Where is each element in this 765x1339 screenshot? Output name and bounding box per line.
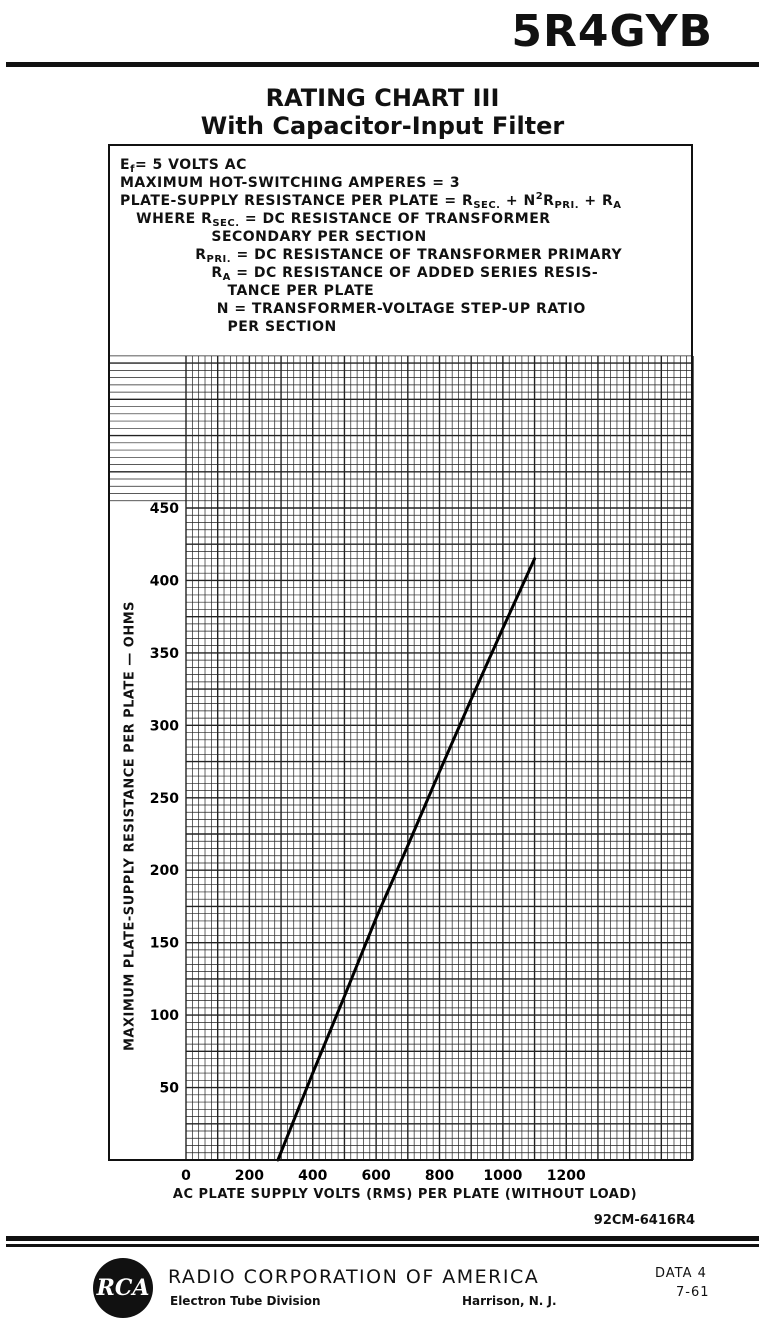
bottom-rule-bottom (6, 1244, 759, 1247)
y-tick-label: 300 (149, 718, 179, 735)
y-axis-label: MAXIMUM PLATE-SUPPLY RESISTANCE PER PLATE — OHMS (122, 600, 138, 1052)
location: Harrison, N. J. (462, 1294, 557, 1308)
drawing-number: 92CM-6416R4 (593, 1213, 695, 1228)
y-tick-label: 400 (149, 573, 179, 590)
y-tick-label: 150 (149, 935, 179, 952)
x-tick-label: 1000 (483, 1168, 523, 1184)
note-resistance-formula: PLATE-SUPPLY RESISTANCE PER PLATE = $R_{SEC.} + N^2R_{PRI.} + R_A$ (120, 191, 622, 211)
note-ef: $E_f= 5$ VOLTS AC (120, 157, 247, 175)
y-tick-label: 350 (149, 645, 179, 662)
note-where-n: N = TRANSFORMER-VOLTAGE STEP-UP RATIO (120, 301, 586, 317)
note-where-ra: $R_A$ = DC RESISTANCE OF ADDED SERIES RESIS- (120, 265, 599, 283)
y-tick-label: 250 (149, 790, 179, 807)
chart-notes (120, 156, 622, 336)
rca-logo: RCA (93, 1258, 153, 1318)
data-sheet-number: DATA 4 (655, 1266, 707, 1281)
division-name: Electron Tube Division (170, 1294, 321, 1308)
note-where-ra-2: TANCE PER PLATE (120, 283, 375, 299)
note-where-rpri: $R_{PRI.}$ = DC RESISTANCE OF TRANSFORMER PRIMARY (120, 247, 623, 265)
company-name: RADIO CORPORATION OF AMERICA (168, 1266, 540, 1288)
tube-type-title: 5R4GYB (511, 6, 713, 57)
x-tick-label: 0 (181, 1168, 191, 1184)
note-where-rsec: WHERE $R_{SEC.}$ = DC RESISTANCE OF TRANSFORMER (120, 211, 551, 229)
note-where-n-2: PER SECTION (120, 319, 337, 335)
note-where-rsec-2: SECONDARY PER SECTION (120, 229, 427, 245)
x-tick-label: 200 (234, 1168, 264, 1184)
chart-title: RATING CHART III (265, 84, 500, 112)
x-tick-label: 1200 (546, 1168, 586, 1184)
y-tick-label: 200 (149, 863, 179, 880)
data-sheet-date: 7-61 (676, 1285, 710, 1300)
x-axis-label: AC PLATE SUPPLY VOLTS (RMS) PER PLATE (WITHOUT LOAD) (172, 1187, 638, 1202)
y-tick-label: 100 (149, 1008, 179, 1025)
chart-subtitle: With Capacitor-Input Filter (200, 112, 565, 140)
y-tick-label: 50 (159, 1080, 179, 1097)
x-tick-label: 800 (424, 1168, 455, 1184)
bottom-rule-top (6, 1236, 759, 1241)
x-tick-label: 600 (361, 1168, 391, 1184)
note-hot-switching: MAXIMUM HOT-SWITCHING AMPERES = 3 (120, 175, 461, 191)
y-tick-label: 450 (149, 501, 179, 517)
x-tick-label: 400 (298, 1168, 328, 1184)
